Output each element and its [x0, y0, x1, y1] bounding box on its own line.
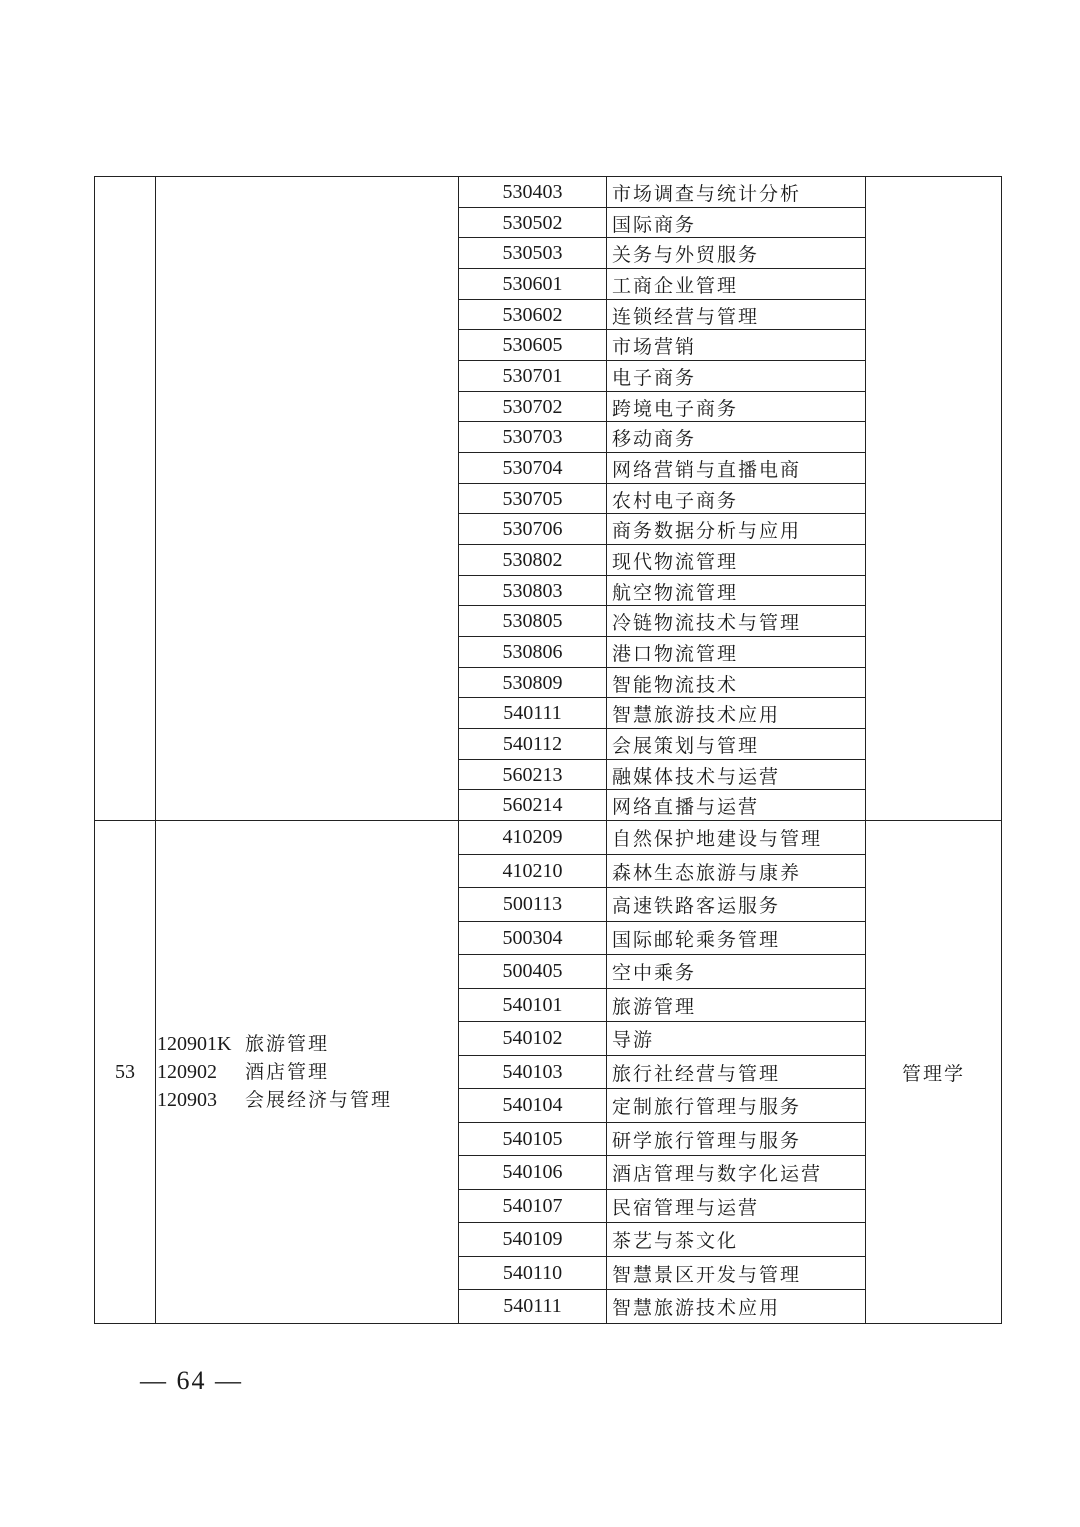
course-name: 电子商务: [612, 366, 697, 389]
course-name: 旅游管理: [612, 996, 697, 1018]
course-name: 导游: [612, 1029, 655, 1051]
course-code: 540109: [502, 1228, 563, 1250]
course-name: 关务与外贸服务: [612, 243, 760, 266]
course-name: 连锁经营与管理: [612, 305, 760, 328]
course-code: 540111: [503, 701, 562, 724]
course-code: 560214: [502, 793, 563, 816]
course-code: 530702: [502, 395, 563, 418]
course-name: 定制旅行管理与服务: [612, 1096, 802, 1118]
course-code: 500113: [502, 893, 563, 915]
course-code: 530703: [502, 425, 563, 448]
sequence-number: 53: [115, 1060, 135, 1083]
course-code: 540110: [502, 1262, 563, 1284]
course-code: 530601: [502, 272, 563, 295]
major-name: 酒店管理: [245, 1061, 330, 1083]
sequence-number: [95, 177, 155, 820]
course-code: 410210: [502, 860, 563, 882]
course-code: 540112: [502, 732, 563, 755]
course-code: 530503: [502, 241, 563, 264]
course-code: 540103: [502, 1061, 563, 1083]
course-code: 540111: [503, 1295, 562, 1317]
course-name: 自然保护地建设与管理: [612, 828, 823, 850]
course-code: 530705: [502, 487, 563, 510]
course-name: 航空物流管理: [612, 581, 739, 604]
course-name: 工商企业管理: [612, 274, 739, 297]
course-code: 500304: [502, 927, 563, 949]
course-code: 530701: [502, 364, 563, 387]
course-name: 移动商务: [612, 427, 697, 450]
course-code: 540102: [502, 1027, 563, 1049]
page-number: — 64 —: [140, 1366, 243, 1395]
course-name: 港口物流管理: [612, 642, 739, 665]
undergraduate-majors: [157, 1030, 456, 1114]
course-code: 410209: [502, 826, 563, 848]
major-name: 旅游管理: [245, 1033, 330, 1055]
undergraduate-major: [157, 1030, 456, 1058]
course-code: 530706: [502, 517, 563, 540]
table-rule: [1001, 176, 1002, 1324]
course-name: 研学旅行管理与服务: [612, 1130, 802, 1152]
discipline-category: 管理学: [901, 1062, 965, 1085]
course-code: 540107: [502, 1195, 563, 1217]
course-code: 540106: [502, 1161, 563, 1183]
undergraduate-major: [157, 1086, 456, 1114]
major-name: 会展经济与管理: [245, 1089, 393, 1111]
course-code: 540105: [502, 1128, 563, 1150]
course-name: 森林生态旅游与康养: [612, 862, 802, 884]
course-name: 酒店管理与数字化运营: [612, 1163, 823, 1185]
course-name: 市场营销: [612, 335, 697, 358]
major-code: 120903: [157, 1089, 217, 1111]
table-rule: [606, 176, 607, 1324]
course-name: 农村电子商务: [612, 489, 739, 512]
course-code: 500405: [502, 960, 563, 982]
course-name: 旅行社经营与管理: [612, 1063, 781, 1085]
course-code: 530704: [502, 456, 563, 479]
course-name: 智慧景区开发与管理: [612, 1264, 802, 1286]
course-name: 智慧旅游技术应用: [612, 703, 781, 726]
course-code: 530802: [502, 548, 563, 571]
course-name: 跨境电子商务: [612, 397, 739, 420]
course-name: 茶艺与茶文化: [612, 1230, 739, 1252]
course-code: 560213: [502, 763, 563, 786]
course-code: 540101: [502, 994, 563, 1016]
major-code: 120902: [157, 1061, 217, 1083]
table-rule: [155, 176, 156, 1324]
course-code: 530602: [502, 303, 563, 326]
course-name: 高速铁路客运服务: [612, 895, 781, 917]
course-name: 空中乘务: [612, 962, 697, 984]
course-code: 530806: [502, 640, 563, 663]
course-name: 市场调查与统计分析: [612, 182, 802, 205]
course-code: 540104: [502, 1094, 563, 1116]
course-code: 530605: [502, 333, 563, 356]
discipline-category: [866, 177, 1001, 820]
course-name: 会展策划与管理: [612, 734, 760, 757]
course-name: 国际商务: [612, 213, 697, 236]
course-name: 网络直播与运营: [612, 795, 760, 818]
course-code: 530809: [502, 671, 563, 694]
major-code: 120901K: [157, 1033, 232, 1055]
course-code: 530805: [502, 609, 563, 632]
course-code: 530502: [502, 211, 563, 234]
course-name: 冷链物流技术与管理: [612, 611, 802, 634]
course-name: 国际邮轮乘务管理: [612, 929, 781, 951]
course-name: 民宿管理与运营: [612, 1197, 760, 1219]
table-rule: [94, 1323, 1002, 1324]
course-name: 智慧旅游技术应用: [612, 1297, 781, 1319]
undergraduate-major: [157, 1058, 456, 1086]
course-name: 网络营销与直播电商: [612, 458, 802, 481]
course-name: 现代物流管理: [612, 550, 739, 573]
course-code: 530803: [502, 579, 563, 602]
course-name: 智能物流技术: [612, 673, 739, 696]
course-code: 530403: [502, 180, 563, 203]
course-name: 融媒体技术与运营: [612, 765, 781, 788]
course-name: 商务数据分析与应用: [612, 519, 802, 542]
